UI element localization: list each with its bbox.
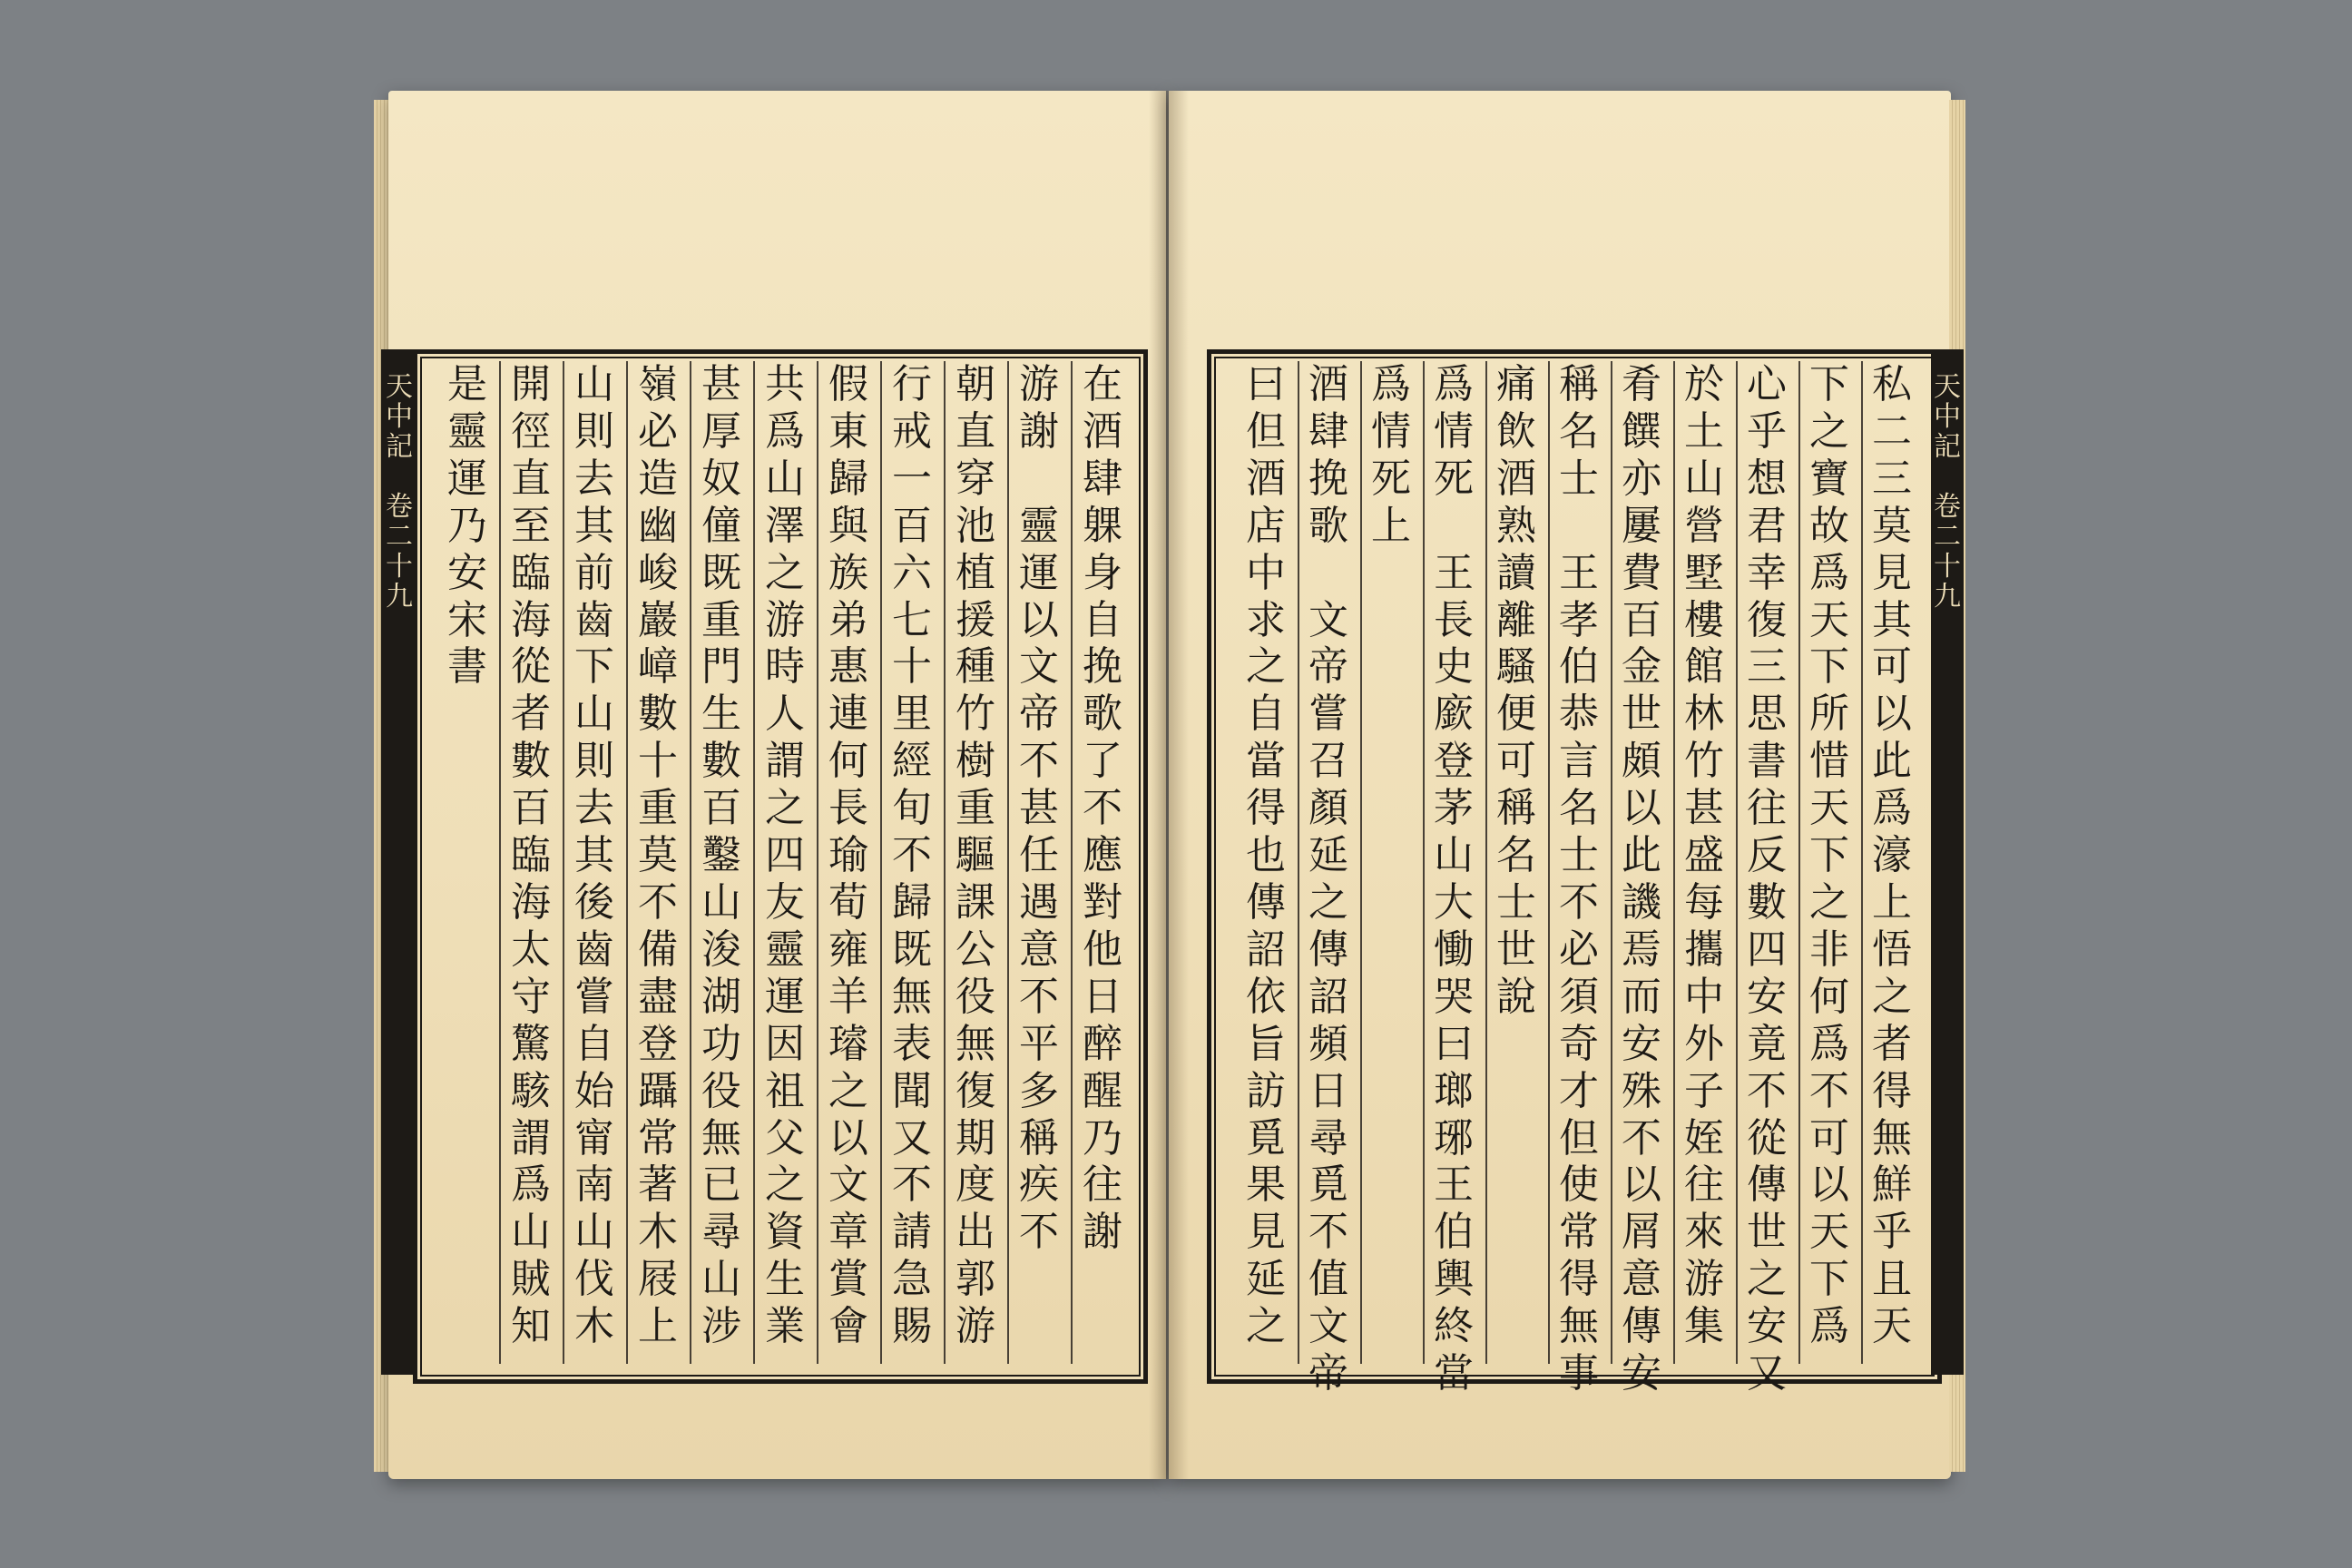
column-rule: [817, 361, 818, 1364]
column-rule: [563, 361, 564, 1364]
text-column: 酒 肆 挽 歌 文 帝 嘗 召 顏 延 之 傳 詔 頻 日 尋 覓 不 值 文 帝: [1308, 361, 1348, 1397]
column-rule: [1071, 361, 1073, 1364]
column-rule: [1798, 361, 1800, 1364]
column-rule: [690, 361, 691, 1364]
text-column: 於 土 山 營 墅 樓 館 林 竹 甚 盛 每 攜 中 外 子 姪 往 來 游 集: [1684, 361, 1724, 1350]
column-rule: [1298, 361, 1299, 1364]
text-column: 行 戒 一 百 六 七 十 里 經 旬 不 歸 既 無 表 聞 又 不 請 急 賜: [892, 361, 932, 1350]
text-column: 肴 饌 亦 屢 費 百 金 世 頗 以 此 譏 焉 而 安 殊 不 以 屑 意 傳 安: [1622, 361, 1661, 1397]
text-column: 曰 但 酒 店 中 求 之 自 當 得 也 傳 詔 依 旨 訪 覓 果 見 延 之: [1246, 361, 1286, 1350]
column-rule: [753, 361, 755, 1364]
column-rule: [626, 361, 628, 1364]
text-column: 游 謝 靈 運 以 文 帝 不 甚 任 遇 意 不 平 多 稱 疾 不: [1019, 361, 1059, 1256]
text-column: 在 酒 肆 躶 身 自 挽 歌 了 不 應 對 他 日 醉 醒 乃 往 謝: [1083, 361, 1122, 1256]
text-column: 下 之 寶 故 爲 天 下 所 惜 天 下 之 非 何 爲 不 可 以 天 下 爲: [1809, 361, 1849, 1350]
text-column: 私 二 三 莫 見 其 可 以 此 爲 濠 上 悟 之 者 得 無 鮮 乎 且 天: [1872, 361, 1912, 1350]
text-column: 共 爲 山 澤 之 游 時 人 謂 之 四 友 靈 運 因 祖 父 之 資 生 業: [765, 361, 805, 1350]
text-column: 甚 厚 奴 僮 既 重 門 生 數 百 鑿 山 浚 湖 功 役 無 已 尋 山 涉: [701, 361, 741, 1350]
text-column: 假 東 歸 與 族 弟 惠 連 何 長 瑜 荀 雍 羊 璿 之 以 文 章 賞 會: [828, 361, 868, 1350]
text-column: 嶺 必 造 幽 峻 巖 嶂 數 十 重 莫 不 備 盡 登 躡 常 著 木 屐 上: [638, 361, 678, 1350]
column-rule: [499, 361, 501, 1364]
column-rule: [944, 361, 946, 1364]
column-rule: [1360, 361, 1362, 1364]
column-rule: [1861, 361, 1863, 1364]
text-column: 痛 飲 酒 熟 讀 離 騷 便 可 稱 名 士 世 說: [1496, 361, 1536, 1020]
text-column: 稱 名 士 王 孝 伯 恭 言 名 士 不 必 須 奇 才 但 使 常 得 無 事: [1559, 361, 1599, 1397]
book-gutter: [1149, 91, 1189, 1479]
text-column: 爲 情 死 上: [1371, 361, 1411, 549]
column-rule: [880, 361, 882, 1364]
column-rule: [1423, 361, 1425, 1364]
text-column: 是 靈 運 乃 安 宋 書: [447, 361, 487, 691]
text-column: 心 乎 想 君 幸 復 三 思 書 往 反 數 四 安 竟 不 從 傳 世 之 安 又: [1747, 361, 1787, 1397]
text-column: 山 則 去 其 前 齒 下 山 則 去 其 後 齒 嘗 自 始 甯 南 山 伐 木: [574, 361, 614, 1350]
text-column: 朝 直 穿 池 植 援 種 竹 樹 重 驅 課 公 役 無 復 期 度 出 郭 游: [956, 361, 995, 1350]
column-rule: [1007, 361, 1009, 1364]
right-side-label: 天 中 記 卷 二 十 九: [1934, 371, 1961, 612]
text-column: 爲 情 死 王 長 史 廞 登 茅 山 大 慟 哭 曰 瑯 琊 王 伯 輿 終 當: [1434, 361, 1474, 1397]
text-column: 開 徑 直 至 臨 海 從 者 數 百 臨 海 太 守 驚 駭 謂 爲 山 賊 知: [511, 361, 551, 1350]
column-rule: [1673, 361, 1675, 1364]
column-rule: [1736, 361, 1738, 1364]
left-side-label: 天 中 記 卷 二 十 九: [386, 371, 413, 612]
column-rule: [1548, 361, 1550, 1364]
